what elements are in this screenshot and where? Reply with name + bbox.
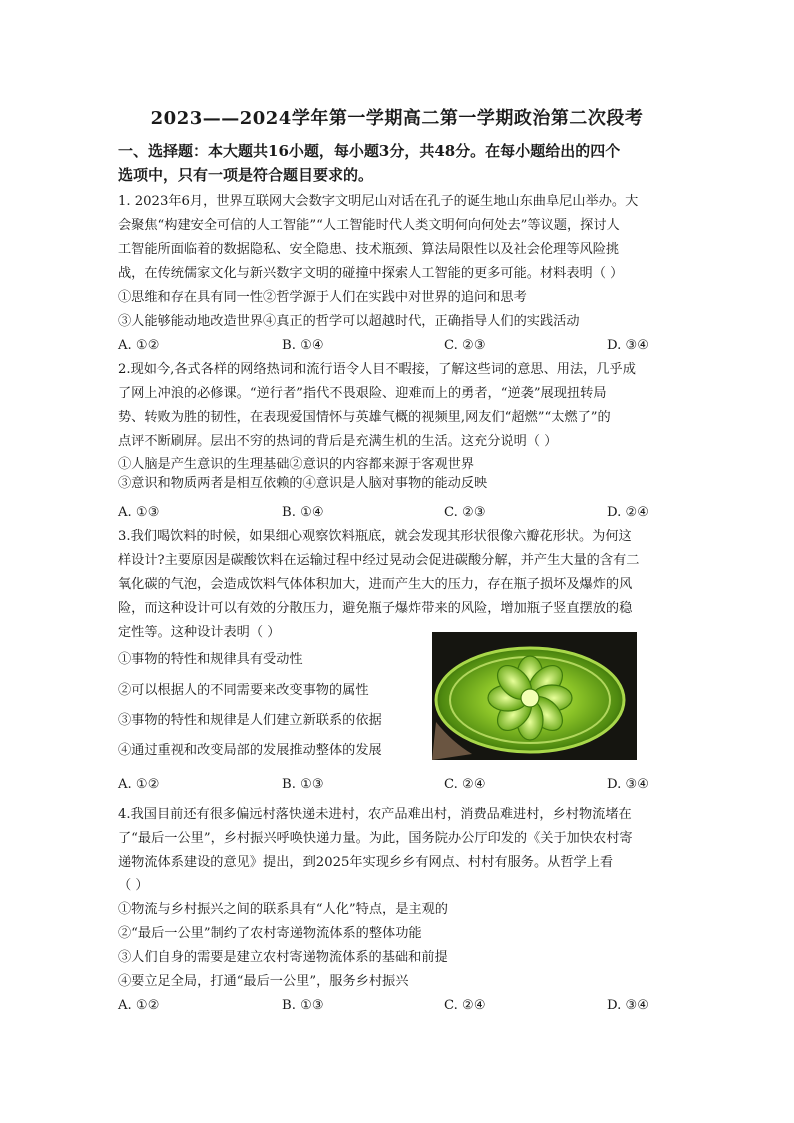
q4-line-2: 了“最后一公里”，乡村振兴呼唤快递力量。为此，国务院办公厅印发的《关于加快农村寄: [118, 831, 633, 846]
q1-line-2: 会聚焦“构建安全可信的人工智能”“人工智能时代人类文明何向何处去”等议题，探讨人: [118, 218, 620, 233]
q2-statement-2: ③意识和物质两者是相互依赖的④意识是人脑对事物的能动反映: [118, 476, 488, 491]
q1-option-d: D. ③④: [607, 338, 650, 353]
q1-line-3: 工智能所面临着的数据隐私、安全隐患、技术瓶颈、算法局限性以及社会伦理等风险挑: [118, 242, 620, 257]
q3-line-2: 样设计?主要原因是碳酸饮料在运输过程中经过晃动会促进碳酸分解，并产生大量的含有二: [118, 553, 640, 568]
q3-option-a: A. ①②: [118, 777, 160, 792]
q3-statement-4: ④通过重视和改变局部的发展推动整体的发展: [118, 743, 382, 758]
q1-option-b: B. ①④: [282, 338, 324, 353]
section-heading-line-1: 一、选择题：本大题共16小题，每小题3分，共48分。在每小题给出的四个: [118, 142, 621, 160]
q3-line-1: 3.我们喝饮料的时候，如果细心观察饮料瓶底，就会发现其形状很像六瓣花形状。为何这: [118, 529, 632, 544]
q3-line-4: 险，而这种设计可以有效的分散压力，避免瓶子爆炸带来的风险，增加瓶子竖直摆放的稳: [118, 601, 633, 616]
q3-statement-2: ②可以根据人的不同需要来改变事物的属性: [118, 683, 369, 698]
q2-option-a: A. ①③: [118, 505, 160, 520]
q2-option-b: B. ①④: [282, 505, 324, 520]
q1-line-4: 战，在传统儒家文化与新兴数字文明的碰撞中探索人工智能的更多可能。材料表明（ ）: [118, 266, 624, 281]
q4-line-1: 4.我国目前还有很多偏远村落快递未进村，农产品难出村，消费品难进村，乡村物流堵在: [118, 807, 632, 822]
q2-line-2: 了网上冲浪的必修课。“逆行者”指代不畏艰险、迎难而上的勇者，“逆袭”展现扭转局: [118, 386, 607, 401]
q3-option-b: B. ①③: [282, 777, 324, 792]
q1-option-a: A. ①②: [118, 338, 160, 353]
q2-line-1: 2.现如今,各式各样的网络热词和流行语令人目不暇接，了解这些词的意思、用法，几乎成: [118, 362, 636, 377]
q3-line-3: 氧化碳的气泡，会造成饮料气体体积加大，进而产生大的压力，存在瓶子损坏及爆炸的风: [118, 577, 633, 592]
q3-line-5: 定性等。这种设计表明（ ）: [118, 625, 281, 640]
exam-title: 2023——2024学年第一学期高二第一学期政治第二次段考: [150, 108, 644, 129]
bottle-bottom-photo: [432, 632, 637, 760]
q2-line-3: 势、转败为胜的韧性，在表现爱国情怀与英雄气概的视频里,网友们“超燃”“太燃了”的: [118, 410, 611, 425]
q4-line-3: 递物流体系建设的意见》提出，到2025年实现乡乡有网点、村村有服务。从哲学上看: [118, 855, 614, 870]
q4-line-4: （ ）: [118, 878, 149, 893]
q3-option-d: D. ③④: [607, 777, 650, 792]
bottle-bottom-illustration: [432, 632, 637, 760]
q1-option-c: C. ②③: [444, 338, 486, 353]
q4-option-d: D. ③④: [607, 998, 650, 1013]
q1-line-1: 1. 2023年6月，世界互联网大会数字文明尼山对话在孔子的诞生地山东曲阜尼山举办。大: [118, 194, 639, 209]
q2-line-4: 点评不断刷屏。层出不穷的热词的背后是充满生机的生活。这充分说明（ ）: [118, 434, 558, 449]
q2-option-c: C. ②③: [444, 505, 486, 520]
q4-statement-4: ④要立足全局，打通“最后一公里”，服务乡村振兴: [118, 974, 409, 989]
q3-statement-1: ①事物的特性和规律具有受动性: [118, 652, 303, 667]
q4-option-c: C. ②④: [444, 998, 486, 1013]
q3-option-c: C. ②④: [444, 777, 486, 792]
q4-option-b: B. ①③: [282, 998, 324, 1013]
q3-statement-3: ③事物的特性和规律是人们建立新联系的依据: [118, 713, 382, 728]
section-heading-line-2: 选项中，只有一项是符合题目要求的。: [118, 166, 374, 184]
q4-option-a: A. ①②: [118, 998, 160, 1013]
q4-statement-2: ②“最后一公里”制约了农村寄递物流体系的整体功能: [118, 926, 422, 941]
q1-statement-2: ③人能够能动地改造世界④真正的哲学可以超越时代，正确指导人们的实践活动: [118, 314, 580, 329]
q1-statement-1: ①思维和存在具有同一性②哲学源于人们在实践中对世界的追问和思考: [118, 290, 527, 305]
q2-option-d: D. ②④: [607, 505, 650, 520]
q4-statement-1: ①物流与乡村振兴之间的联系具有“人化”特点，是主观的: [118, 902, 448, 917]
q4-statement-3: ③人们自身的需要是建立农村寄递物流体系的基础和前提: [118, 950, 448, 965]
q2-statement-1: ①人脑是产生意识的生理基础②意识的内容都来源于客观世界: [118, 457, 475, 472]
